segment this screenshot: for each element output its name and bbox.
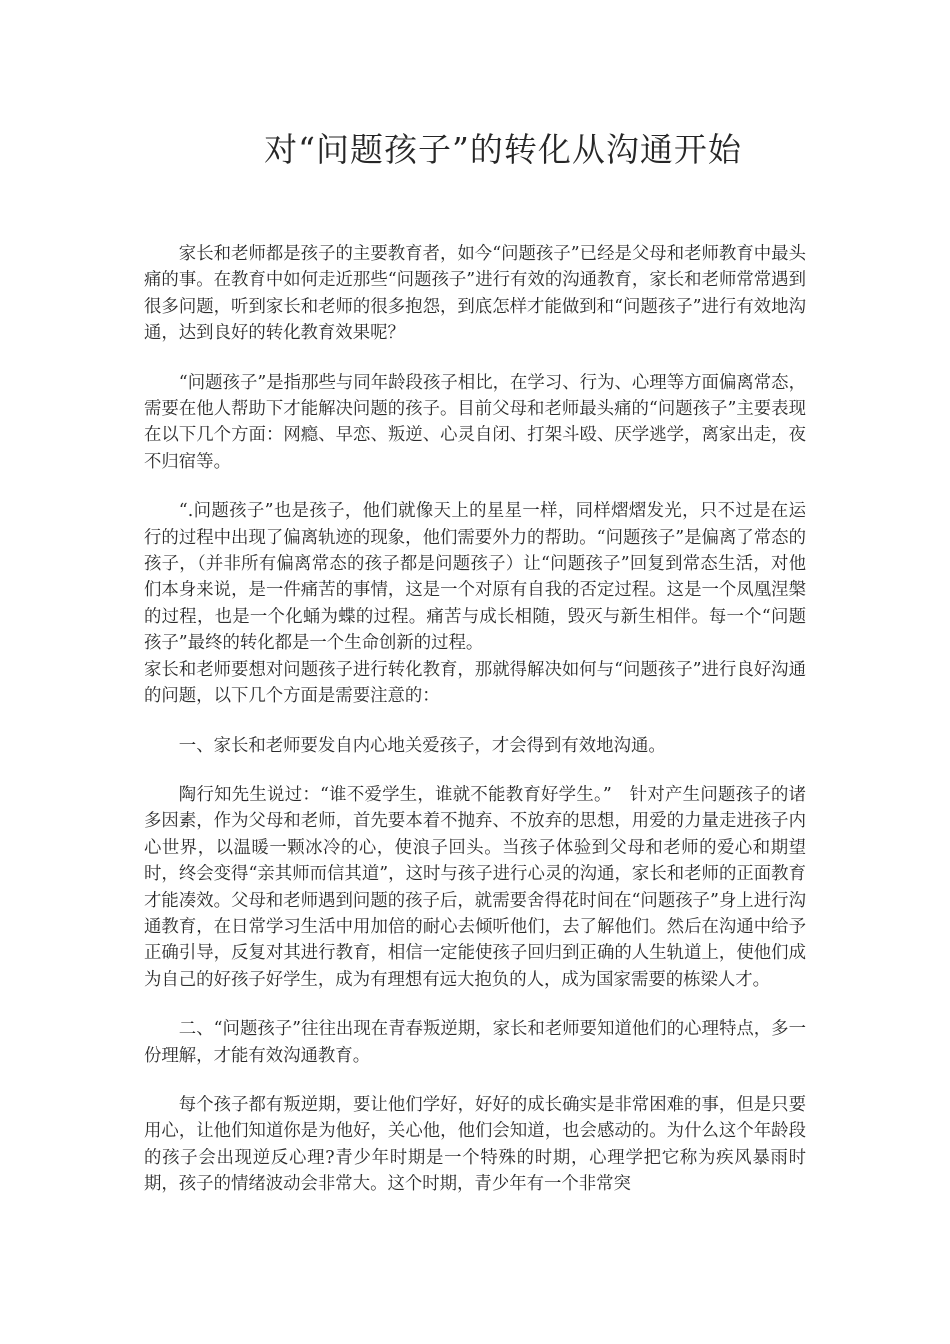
paragraph-definition: “问题孩子”是指那些与同年龄段孩子相比，在学习、行为、心理等方面偏离常态，需要在他人帮助下才能解决问题的孩子。目前父母和老师最头痛的“问题孩子”主要表现在以下几个方面：网瘾、早恋、叛逆、心灵自闭、打架斗殴、厌学逃学，离家出走，夜不归宿等。 — [144, 372, 806, 472]
section-heading-one: 一、家长和老师要发自内心地关爱孩子，才会得到有效地沟通。 — [178, 735, 666, 756]
paragraph-section-two: 每个孩子都有叛逆期，要让他们学好，好好的成长确实是非常困难的事，但是只要用心，让他们知道你是为他好，关心他，他们会知道，也会感动的。为什么这个年龄段的孩子会出现逆反心理?青少年时期是一个特殊的时期，心理学把它称为疾风暴雨时期，孩子的情绪波动会非常大。这个时期，青少年有一个非常突 — [144, 1094, 806, 1195]
paragraph-intro: 家长和老师都是孩子的主要教育者，如今“问题孩子”已经是父母和老师教育中最头痛的事。在教育中如何走近那些“问题孩子”进行有效的沟通教育，家长和老师常常遇到很多问题，听到家长和老师的很多抱怨，到底怎样才能做到和“问题孩子”进行有效地沟通，达到良好的转化教育效果呢？ — [144, 244, 806, 344]
paragraph-stars: “.问题孩子”也是孩子，他们就像天上的星星一样，同样熠熠发光，只不过是在运行的过程中出现了偏离轨迹的现象，他们需要外力的帮助。“问题孩子”是偏离了常态的孩子，（并非所有偏离常态的孩子都是问题孩子）让“问题孩子”回复到常态生活，对他们本身来说，是一件痛苦的事情，这是一个对原有自我的否定过程。这是一个凤凰涅槃的过程，也是一个化蛹为蝶的过程。痛苦与成长相随，毁灭与新生相伴。每一个“问题孩子”最终的转化都是一个生命创新的过程。 — [144, 501, 806, 654]
section-heading-two: 二、“问题孩子”往往出现在青春叛逆期，家长和老师要知道他们的心理特点，多一份理解，才能有效沟通教育。 — [144, 1019, 806, 1066]
document-body — [144, 241, 806, 1198]
document-title: 对“问题孩子”的转化从沟通开始 — [264, 130, 742, 169]
paragraph-transition: 家长和老师要想对问题孩子进行转化教育，那就得解决如何与“问题孩子”进行良好沟通的问题，以下几个方面是需要注意的： — [144, 659, 806, 707]
paragraph-section-one: 陶行知先生说过：“谁不爱学生，谁就不能教育好学生。” 针对产生问题孩子的诸多因素，作为父母和老师，首先要本着不抛弃、不放弃的思想，用爱的力量走进孩子内心世界，以温暖一颗冰冷的心，使浪子回头。当孩子体验到父母和老师的爱心和期望时，终会变得“亲其师而信其道”，这时与孩子进行心灵的沟通，家长和老师的正面教育才能凑效。父母和老师遇到问题的孩子后，就需要舍得花时间在“问题孩子”身上进行沟通教育，在日常学习生活中用加倍的耐心去倾听他们，去了解他们。然后在沟通中给予正确引导，反复对其进行教育，相信一定能使孩子回归到正确的人生轨道上，使他们成为自己的好孩子好学生，成为有理想有远大抱负的人，成为国家需要的栋梁人才。 — [144, 784, 806, 990]
